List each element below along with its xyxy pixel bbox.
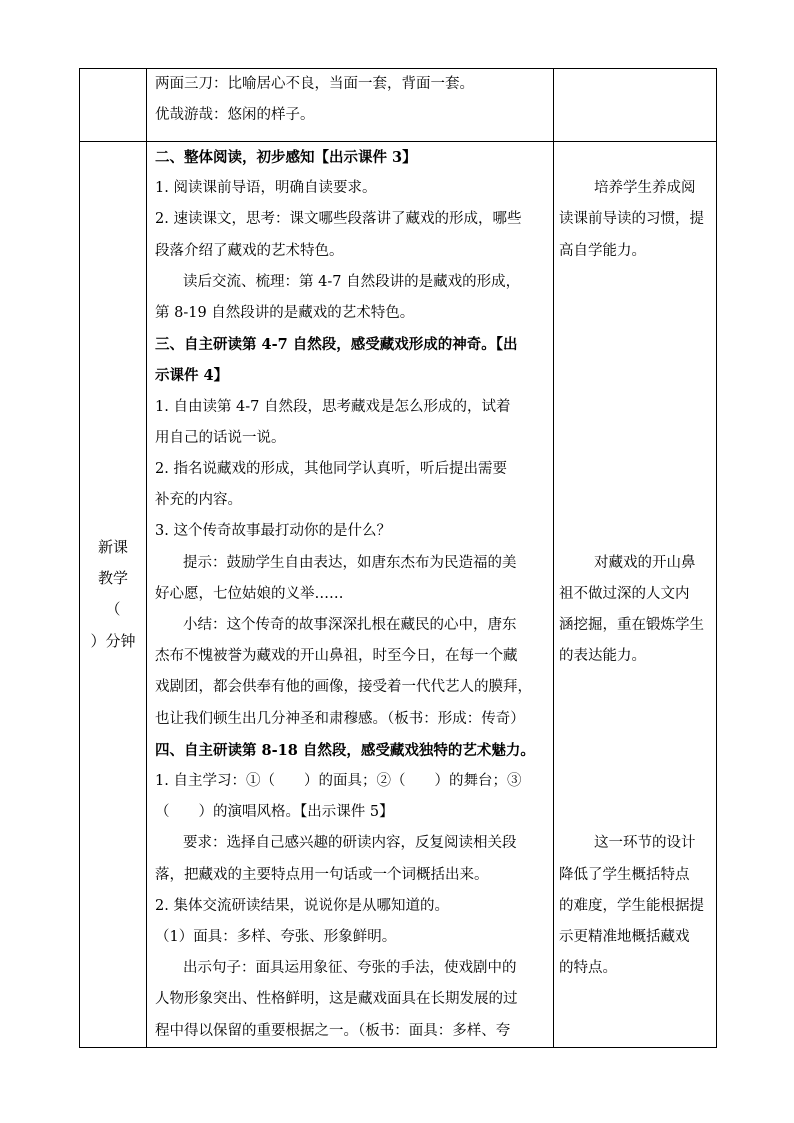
design-note-line	[554, 797, 716, 828]
design-note-line	[554, 360, 716, 391]
design-note-line: 的表达能力。	[559, 648, 646, 665]
section-label	[80, 532, 146, 657]
table-row	[80, 142, 717, 1048]
text-line: 段落介绍了藏戏的艺术特色。	[155, 242, 344, 259]
design-note-line	[554, 454, 716, 485]
text-line: 3. 这个传奇故事最打动你的是什么？	[155, 523, 391, 540]
section-label-cell	[80, 69, 147, 142]
text-line: 也让我们顿生出几分神圣和肃穆感。（板书：形成：传奇）	[155, 710, 525, 727]
design-note-line: 这一环节的设计	[594, 835, 696, 852]
text-line: （ ）的演唱风格。【出示课件 5】	[155, 804, 394, 821]
text-line: 落，把藏戏的主要特点用一句话或一个词概括出来。	[155, 866, 489, 883]
design-note-line	[554, 766, 716, 797]
text-line: 补充的内容。	[155, 492, 242, 509]
text-line: 小结：这个传奇的故事深深扎根在藏民的心中，唐东	[183, 617, 517, 634]
design-notes	[554, 142, 716, 984]
design-note-line	[554, 672, 716, 703]
design-note-line	[554, 704, 716, 735]
text-line: 两面三刀：比喻居心不良，当面一套，背面一套。	[155, 76, 474, 92]
text-line: 人物形象突出、性格鲜明，这是藏戏面具在长期发展的过	[155, 991, 518, 1008]
text-line: 要求：选择自己感兴趣的研读内容，反复阅读相关段	[183, 835, 517, 852]
section-label-line: 教学	[97, 569, 128, 588]
text-line: 程中得以保留的重要根据之一。（板书：面具：多样、夸	[155, 1022, 511, 1039]
text-line: 出示句子：面具运用象征、夸张的手法，使戏剧中的	[183, 960, 517, 977]
design-note-line: 高自学能力。	[559, 242, 646, 259]
text-line: （1）面具：多样、夸张、形象鲜明。	[155, 929, 397, 946]
design-note-line	[554, 298, 716, 329]
section-heading: 二、整体阅读，初步感知【出示课件 3】	[155, 149, 417, 166]
text-line: 好心愿，七位姑娘的义举……	[155, 585, 344, 602]
text-line: 1. 自由读第 4-7 自然段，思考藏戏是怎么形成的，试着	[155, 398, 511, 415]
design-note-line: 对藏戏的开山鼻	[594, 554, 696, 571]
section-heading: 四、自主研读第 8-18 自然段，感受藏戏独特的艺术魅力。	[155, 741, 535, 759]
text-line: 用自己的话说一说。	[155, 429, 286, 446]
design-note-line: 降低了学生概括特点	[559, 866, 690, 883]
text-line: 1. 自主学习：①（ ）的面具；②（ ）的舞台；③	[155, 773, 522, 790]
design-note-line	[554, 142, 716, 173]
design-note-line	[554, 735, 716, 766]
design-note-line: 示更精准地概括藏戏	[559, 929, 690, 946]
text-line: 杰布不愧被誉为藏戏的开山鼻祖，时至今日，在每一个藏	[155, 648, 518, 665]
design-note-line: 培养学生养成阅	[594, 180, 696, 197]
design-note-line: 的特点。	[559, 960, 617, 977]
text-line: 2. 指名说藏戏的形成，其他同学认真听，听后提出需要	[155, 461, 507, 478]
text-line: 2. 集体交流研读结果，说说你是从哪知道的。	[155, 897, 449, 914]
design-note-line	[554, 392, 716, 423]
lesson-plan-table	[79, 68, 717, 1048]
design-note-line	[554, 516, 716, 547]
design-note-line	[554, 329, 716, 360]
design-note-line: 祖不做过深的人文内	[559, 585, 690, 602]
section-heading: 示课件 4】	[155, 367, 229, 385]
content-cell	[147, 69, 554, 142]
design-note-line	[554, 267, 716, 298]
text-line: 读后交流、梳理：第 4-7 自然段讲的是藏戏的形成，	[183, 273, 521, 290]
text-line: 1. 阅读课前导语，明确自读要求。	[155, 180, 377, 197]
design-note-line	[554, 423, 716, 454]
text-line: 2. 速读课文，思考：课文哪些段落讲了藏戏的形成，哪些	[155, 211, 522, 228]
design-note-line	[554, 485, 716, 516]
section-label-line: （	[105, 600, 121, 619]
section-label-line: ）分钟	[90, 631, 136, 650]
design-note-line: 涵挖掘，重在锻炼学生	[559, 617, 704, 634]
table-row	[80, 69, 717, 142]
content-cell	[147, 142, 554, 1048]
section-label-cell	[80, 142, 147, 1048]
design-note-line: 的难度，学生能根据提	[559, 897, 704, 914]
text-line: 第 8-19 自然段讲的是藏戏的艺术特色。	[155, 305, 415, 322]
text-line: 提示：鼓励学生自由表达，如唐东杰布为民造福的美	[183, 554, 517, 571]
lesson-content	[147, 142, 553, 1047]
design-note-cell	[554, 69, 717, 142]
section-label-line: 新课	[97, 538, 128, 557]
text-line: 戏剧团，都会供奉有他的画像，接受着一代代艺人的膜拜，	[155, 679, 532, 696]
text-line: 优哉游哉：悠闲的样子。	[155, 107, 315, 124]
design-note-line: 读课前导读的习惯，提	[559, 211, 704, 228]
design-note-cell	[554, 142, 717, 1048]
section-heading: 三、自主研读第 4-7 自然段，感受藏戏形成的神奇。【出	[155, 336, 518, 354]
